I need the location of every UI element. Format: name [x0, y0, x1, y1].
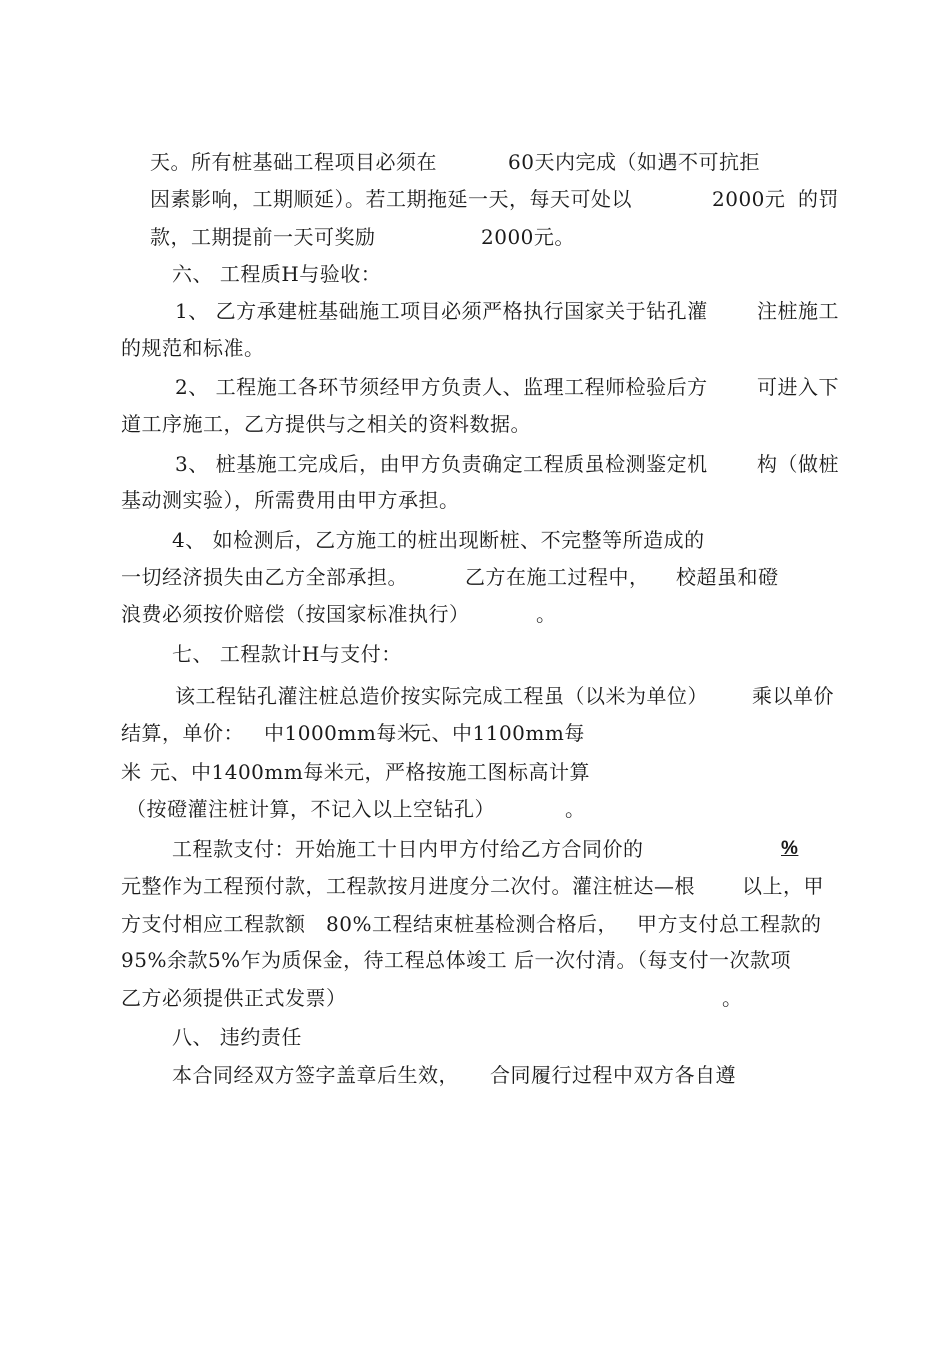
text-line: 元整作为工程预付款，工程款按月进度分二次付。灌注桩达—根: [121, 874, 695, 898]
text-line: 合同履行过程中双方各自遵: [490, 1063, 736, 1087]
text-line: 3、 桩基施工完成后，由甲方负责确定工程质虽检测鉴定机: [175, 452, 708, 476]
text-line: 注桩施工: [757, 299, 839, 323]
text-line: 基动测实验），所需费用由甲方承担。: [121, 488, 460, 512]
text-line: 道工序施工，乙方提供与之相关的资料数据。: [121, 412, 531, 436]
text-line: 80%工程结束桩基检测合格后，: [326, 912, 618, 936]
text-line: 。: [536, 602, 557, 626]
text-line: 本合同经双方签字盖章后生效，: [172, 1063, 459, 1087]
text-line: 以上，甲: [742, 874, 824, 898]
text-line: 乙方必须提供正式发票）: [121, 986, 347, 1010]
text-line: 2000元: [712, 187, 786, 211]
text-line: 中1000mm每米: [264, 721, 418, 745]
text-line: （按磴灌注桩计算，不记入以上空钻孔）: [126, 797, 495, 821]
text-line: 95%余款5%乍为质保金，待工程总体竣工: [121, 948, 508, 972]
text-line: 方支付相应工程款额: [121, 912, 306, 936]
text-line: 米: [121, 760, 142, 784]
text-line: 天。所有桩基础工程项目必须在: [150, 150, 437, 174]
text-line: 可进入下: [757, 375, 839, 399]
text-line: 2000元。: [481, 225, 575, 249]
text-line: 后一次付清。（每支付一次款项: [514, 948, 791, 972]
text-line: 款，工期提前一天可奖励: [150, 225, 376, 249]
section-heading: 八、 违约责任: [172, 1025, 302, 1049]
text-line: 构（做桩: [757, 452, 839, 476]
text-line: 该工程钻孔灌注桩总造价按实际完成工程虽（以米为单位）: [175, 684, 708, 708]
text-line: 校超虽和磴: [676, 565, 779, 589]
text-line: 的罚: [798, 187, 839, 211]
text-line: 工程款支付：开始施工十日内甲方付给乙方合同价的: [172, 837, 644, 861]
text-line: 一切经济损失由乙方全部承担。: [121, 565, 408, 589]
text-line: 。: [722, 986, 743, 1010]
percent-blank: %: [781, 838, 799, 859]
text-line: 1、 乙方承建桩基础施工项目必须严格执行国家关于钻孔灌: [175, 299, 708, 323]
section-heading: 七、 工程款计H与支付：: [172, 642, 402, 666]
text-line: 2、 工程施工各环节须经甲方负责人、监理工程师检验后方: [175, 375, 708, 399]
text-line: 4、 如检测后，乙方施工的桩出现断桩、不完整等所造成的: [172, 528, 705, 552]
text-line: 元，严格按施工图标高计算: [344, 760, 590, 784]
text-line: 浪费必须按价赔偿（按国家标准执行）: [121, 602, 470, 626]
text-line: 元、中1400mm每米: [150, 760, 345, 784]
text-line: 。: [565, 797, 586, 821]
section-heading: 六、 工程质H与验收：: [172, 262, 382, 286]
text-line: 元、中1100mm每: [411, 721, 585, 745]
text-line: 乙方在施工过程中，: [465, 565, 650, 589]
text-line: 甲方支付总工程款的: [637, 912, 822, 936]
text-line: 的规范和标准。: [121, 336, 265, 360]
text-line: 结算，单价：: [121, 721, 244, 745]
text-line: 乘以单价: [752, 684, 834, 708]
text-line: 60天内完成（如遇不可抗拒: [508, 150, 760, 174]
text-line: 因素影响，工期顺延）。若工期拖延一天，每天可处以: [150, 187, 632, 211]
